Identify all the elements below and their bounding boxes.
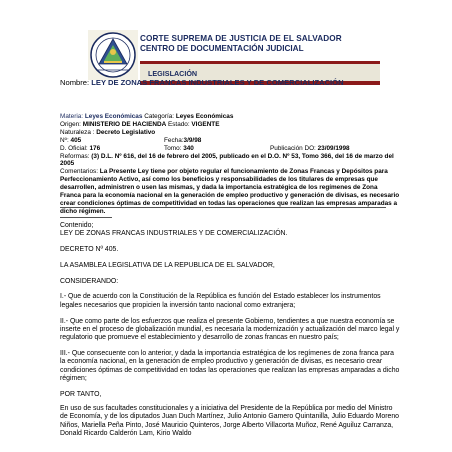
content-label: Contenido; xyxy=(60,222,94,229)
comentarios-row xyxy=(60,168,400,215)
estado-value: VIGENTE xyxy=(191,120,220,128)
content-paragraph: I.- Que de acuerdo con la Constitución de la República es función del Estado establecer los instrumentos legales necesarios que propicien la inversión tanto nacional como extranjera; xyxy=(60,293,381,309)
content-paragraph: II.- Que como parte de los esfuerzos que realiza el presente Gobierno, tendientes a que nuestra economía se inserte en el proceso de globalización mundial, es necesaria la modernización y actualización del marco legal y regulatorio que promueve el establecimiento y desarrollo de zonas francas en nuestro país; xyxy=(60,317,400,342)
header-titles xyxy=(140,34,380,53)
nombre-value: LEY DE ZONAS FRANCAS INDUSTRIALES Y DE COMERCIALIZACIÓN xyxy=(91,78,344,87)
origen-row xyxy=(60,121,400,129)
content-paragraph: LA ASAMBLEA LEGISLATIVA DE LA REPUBLICA DE EL SALVADOR, xyxy=(60,261,275,269)
content-paragraph: En uso de sus facultades constitucionales y a iniciativa del Presidente de la República por medio del Ministro de Economía, y de los diputados Juan Duch Martínez, Julio Antonio Gamero Quintanilla, Julio Eduardo Moreno Niños, Mariella Peña Pinto, José Mauricio Quinteros, Jorge Alberto Villacorta Muñoz, René Aguiluz Carranza, Donald Ricardo Calderón Lam, Kirio Waldo xyxy=(60,404,399,437)
publicacion-label: Publicación DO: xyxy=(270,144,316,152)
reformas-label: Reformas: xyxy=(60,152,90,160)
publicacion-value: 23/09/1998 xyxy=(317,144,350,152)
section-divider-short xyxy=(60,217,112,218)
categoria-value: Leyes Económicas xyxy=(175,113,234,120)
oficial-row xyxy=(60,145,400,153)
naturaleza-value: Decreto Legislativo xyxy=(96,128,156,136)
nombre-label: Nombre: xyxy=(60,78,90,87)
numero-value: 405 xyxy=(70,136,82,144)
law-content xyxy=(60,222,400,446)
tomo-label: Tomo: xyxy=(164,144,182,152)
comentarios-label: Comentarios: xyxy=(60,168,99,176)
section-divider xyxy=(60,207,386,208)
materia-label: Materia: xyxy=(60,113,84,120)
content-paragraph: LEY DE ZONAS FRANCAS INDUSTRIALES Y DE COMERCIALIZACIÓN. xyxy=(60,230,288,238)
court-seal-logo xyxy=(88,30,138,80)
materia-value: Leyes Económicas xyxy=(84,113,143,120)
comentarios-value: La Presente Ley tiene por objeto regular el funcionamiento de Zonas Francas y Depósitos para Perfeccionamiento Activo, así como los beneficios y responsabilidades de los titulares de empresas que desarrollen, administren o usen las mismas, y dada la importancia estratégica de los regímenes de Zona Franca para la economía nacional en la generación de empleo productivo y generación de divisas, es necesario crear condiciones óptimas de competitividad en todas las operaciones que realizan las empresas amparadas a dicho régimen. xyxy=(60,168,400,215)
naturaleza-row xyxy=(60,129,400,137)
tomo-value: 340 xyxy=(183,144,194,152)
reformas-row xyxy=(60,153,400,169)
categoria-label: Categoría: xyxy=(144,113,175,120)
header-title-center: CENTRO DE DOCUMENTACIÓN JUDICIAL xyxy=(140,44,304,53)
law-metadata xyxy=(60,113,400,216)
seal-icon xyxy=(88,30,138,80)
content-paragraph: CONSIDERANDO: xyxy=(60,277,119,285)
do-label: D. Oficial: xyxy=(60,144,88,152)
origen-value: MINISTERIO DE HACIENDA xyxy=(82,120,167,128)
tomo-field xyxy=(164,145,194,153)
header-section-label: LEGISLACIÓN xyxy=(148,69,198,78)
content-paragraph: DECRETO Nº 405. xyxy=(60,246,119,254)
header-rule-top xyxy=(140,61,380,64)
fecha-value: 3/9/98 xyxy=(183,136,202,144)
content-paragraph: III.- Que consecuente con lo anterior, y dada la importancia estratégica de los regímenes de zona franca para la economía nacional, en la generación de empleo productivo y generación de divisas, es necesario crear condiciones óptimas de competitividad en todas las operaciones que realizan las empresas amparadas a dicho régimen; xyxy=(60,349,400,382)
materia-row xyxy=(60,113,400,121)
numero-row xyxy=(60,137,400,145)
origen-label: Origen: xyxy=(60,120,81,128)
document-header xyxy=(88,30,380,98)
content-paragraph: POR TANTO, xyxy=(60,390,102,398)
fecha-field xyxy=(164,137,201,145)
do-value: 176 xyxy=(89,144,101,152)
law-name xyxy=(60,78,400,87)
estado-label: Estado: xyxy=(167,120,190,128)
numero-label: Nº: xyxy=(60,136,69,144)
naturaleza-label: Naturaleza : xyxy=(60,128,95,136)
fecha-label: Fecha: xyxy=(164,136,184,144)
header-title-court: CORTE SUPREMA DE JUSTICIA DE EL SALVADOR xyxy=(140,34,342,43)
publicacion-field xyxy=(270,145,350,153)
reformas-value: (3) D.L. Nº 616, del 16 de febrero del 2005, publicado en el D.O. Nº 53, Tomo 366, del 16 de marzo del 2005 xyxy=(60,152,394,168)
